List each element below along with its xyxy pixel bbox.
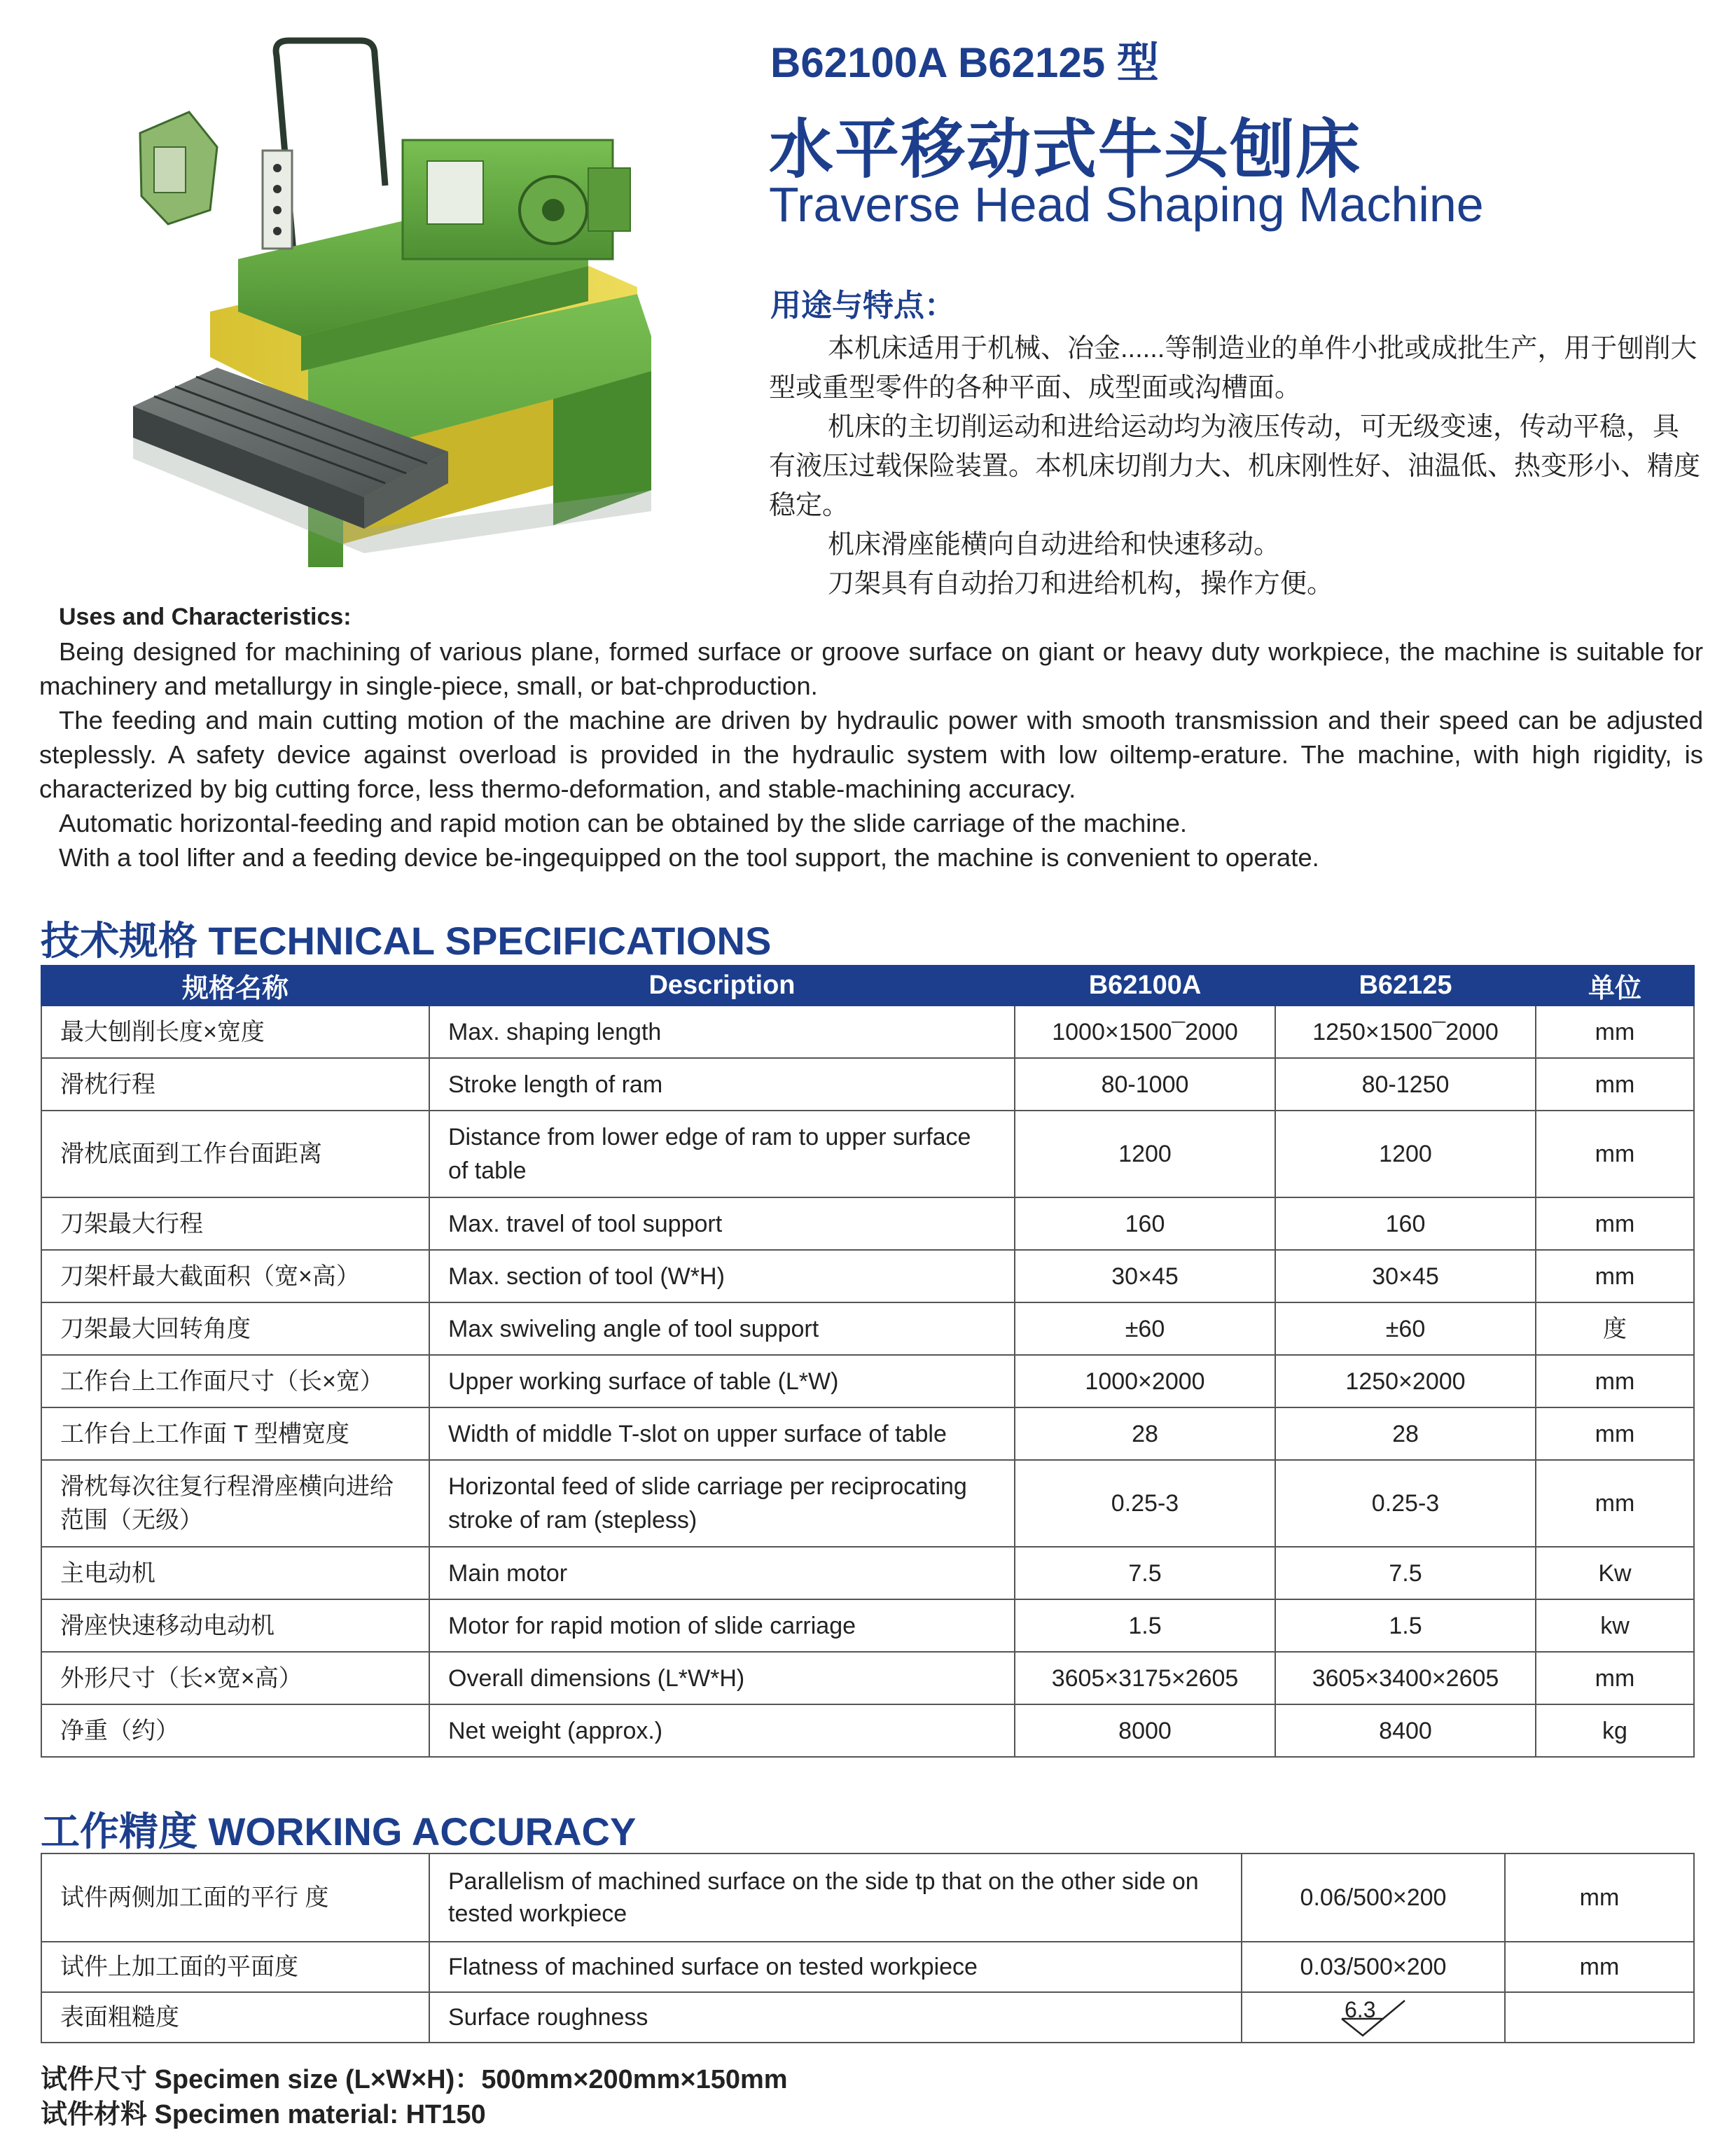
table-row: [41, 1652, 1694, 1704]
spec-unit: mm: [1536, 1058, 1694, 1111]
accuracy-unit: [1505, 1992, 1694, 2043]
model-title: B62100A B62125 型: [770, 39, 1159, 86]
spec-value-b62100a: 7.5: [1015, 1547, 1275, 1599]
spec-description: Max swiveling angle of tool support: [429, 1302, 1015, 1355]
spec-description: Max. shaping length: [429, 1006, 1015, 1058]
spec-value-b62100a: 160: [1015, 1197, 1275, 1250]
table-row: [41, 1058, 1694, 1111]
spec-section-title: 技术规格 TECHNICAL SPECIFICATIONS: [41, 919, 772, 963]
spec-name-cn: 刀架杆最大截面积（宽×高）: [41, 1250, 429, 1302]
spec-unit: mm: [1536, 1250, 1694, 1302]
spec-unit: Kw: [1536, 1547, 1694, 1599]
spec-value-b62100a: 8000: [1015, 1704, 1275, 1757]
features-en-paragraph: With a tool lifter and a feeding device be-ingequipped on the tool support, the machine is convenient to operate.: [59, 843, 1319, 872]
spec-description: Width of middle T-slot on upper surface of table: [429, 1407, 1015, 1460]
table-row: [41, 1111, 1694, 1197]
accuracy-name-cn: 试件上加工面的平面度: [41, 1942, 429, 1992]
spec-header-row: [41, 966, 1694, 1006]
spec-description: Distance from lower edge of ram to upper surface of table: [429, 1111, 1015, 1197]
accuracy-value: 0.06/500×200: [1242, 1854, 1505, 1942]
spec-value-b62100a: 28: [1015, 1407, 1275, 1460]
features-cn-paragraph: 机床的主切削运动和进给运动均为液压传动，可无级变速，传动平稳，具有液压过载保险装置。本机床切削力大、机床刚性好、油温低、热变形小、精度稳定。: [769, 412, 1701, 520]
english-title: Traverse Head Shaping Machine: [769, 177, 1484, 232]
spec-value-b62125: 30×45: [1275, 1250, 1536, 1302]
features-cn-body: [769, 329, 1700, 604]
spec-value-b62125: 1200: [1275, 1111, 1536, 1197]
features-cn-paragraph: 刀架具有自动抬刀和进给机构，操作方便。: [828, 569, 1334, 599]
specimen-size: 试件尺寸 Specimen size (L×W×H)：500mm×200mm×150mm: [41, 2065, 788, 2094]
table-row: [41, 1250, 1694, 1302]
accuracy-unit: mm: [1505, 1942, 1694, 1992]
table-row: [41, 1547, 1694, 1599]
features-en-heading: Uses and Characteristics:: [59, 604, 352, 630]
table-row: [41, 1460, 1694, 1547]
spec-name-cn: 刀架最大行程: [41, 1197, 429, 1250]
spec-value-b62100a: 1.5: [1015, 1599, 1275, 1652]
spec-value-b62100a: ±60: [1015, 1302, 1275, 1355]
spec-value-b62125: 3605×3400×2605: [1275, 1652, 1536, 1704]
accuracy-value-roughness: [1242, 1992, 1505, 2043]
spec-name-cn: 刀架最大回转角度: [41, 1302, 429, 1355]
surface-roughness-symbol-icon: [1335, 1998, 1412, 2037]
spec-description: Max. section of tool (W*H): [429, 1250, 1015, 1302]
spec-description: Motor for rapid motion of slide carriage: [429, 1599, 1015, 1652]
roughness-value: 6.3: [1345, 1997, 1376, 2022]
spec-value-b62125: 160: [1275, 1197, 1536, 1250]
accuracy-name-cn: 试件两侧加工面的平行 度: [41, 1854, 429, 1942]
accuracy-description: Surface roughness: [429, 1992, 1242, 2043]
chinese-title: 水平移动式牛头刨床: [769, 114, 1362, 186]
specimen-material: 试件材料 Specimen material: HT150: [41, 2100, 486, 2129]
col-header-description: Description: [429, 966, 1015, 1006]
table-row: [41, 1704, 1694, 1757]
features-cn-paragraph: 本机床适用于机械、冶金......等制造业的单件小批或成批生产，用于刨削大型或重型零件的各种平面、成型面或沟槽面。: [769, 334, 1697, 403]
spec-name-cn: 滑枕每次往复行程滑座横向进给范围（无级）: [41, 1460, 429, 1547]
spec-name-cn: 滑座快速移动电动机: [41, 1599, 429, 1652]
spec-unit: mm: [1536, 1355, 1694, 1407]
spec-value-b62125: 28: [1275, 1407, 1536, 1460]
spec-unit: mm: [1536, 1111, 1694, 1197]
spec-description: Net weight (approx.): [429, 1704, 1015, 1757]
spec-name-cn: 滑枕行程: [41, 1058, 429, 1111]
accuracy-table: [41, 1853, 1695, 2043]
col-header-unit: 单位: [1536, 966, 1694, 1006]
spec-value-b62100a: 1000×2000: [1015, 1355, 1275, 1407]
spec-value-b62100a: 1000×1500¯2000: [1015, 1006, 1275, 1058]
features-en-paragraph: Automatic horizontal-feeding and rapid motion can be obtained by the slide carriage of the machine.: [59, 809, 1188, 837]
spec-value-b62125: 0.25-3: [1275, 1460, 1536, 1547]
spec-name-cn: 主电动机: [41, 1547, 429, 1599]
table-row: [41, 1197, 1694, 1250]
spec-value-b62100a: 1200: [1015, 1111, 1275, 1197]
table-row: [41, 1854, 1694, 1942]
features-en-paragraph: The feeding and main cutting motion of the machine are driven by hydraulic power with smooth transmission and their speed can be adjusted steplessly. A safety device against overload is provided in the hydraulic system with low oiltemp-erature. The machine, with high rigidity, is characterized by big cutting force, less thermo-deformation, and stable-machining accuracy.: [39, 706, 1703, 803]
spec-value-b62100a: 0.25-3: [1015, 1460, 1275, 1547]
spec-name-cn: 外形尺寸（长×宽×高）: [41, 1652, 429, 1704]
spec-description: Overall dimensions (L*W*H): [429, 1652, 1015, 1704]
spec-unit: mm: [1536, 1197, 1694, 1250]
spec-value-b62100a: 30×45: [1015, 1250, 1275, 1302]
col-header-b62100a: B62100A: [1015, 966, 1275, 1006]
spec-value-b62100a: 80-1000: [1015, 1058, 1275, 1111]
accuracy-section-title: 工作精度 WORKING ACCURACY: [41, 1809, 637, 1854]
table-row: [41, 1599, 1694, 1652]
machine-photo: [133, 35, 693, 588]
col-header-name-cn: 规格名称: [41, 966, 429, 1006]
spec-unit: 度: [1536, 1302, 1694, 1355]
features-en-paragraph: Being designed for machining of various plane, formed surface or groove surface on giant or heavy duty workpiece, the machine is suitable for machinery and metallurgy in single-piece, small, or bat-chproduction.: [39, 637, 1703, 700]
spec-value-b62125: 80-1250: [1275, 1058, 1536, 1111]
spec-name-cn: 净重（约）: [41, 1704, 429, 1757]
accuracy-value: 0.03/500×200: [1242, 1942, 1505, 1992]
spec-description: Upper working surface of table (L*W): [429, 1355, 1015, 1407]
spec-value-b62125: 1250×2000: [1275, 1355, 1536, 1407]
features-en-body: [39, 634, 1703, 875]
spec-description: Horizontal feed of slide carriage per reciprocating stroke of ram (stepless): [429, 1460, 1015, 1547]
table-row: [41, 1355, 1694, 1407]
spec-value-b62125: ±60: [1275, 1302, 1536, 1355]
accuracy-description: Flatness of machined surface on tested workpiece: [429, 1942, 1242, 1992]
col-header-b62125: B62125: [1275, 966, 1536, 1006]
spec-table: [41, 965, 1695, 1758]
spec-description: Main motor: [429, 1547, 1015, 1599]
spec-unit: mm: [1536, 1460, 1694, 1547]
table-row: [41, 1407, 1694, 1460]
spec-description: Max. travel of tool support: [429, 1197, 1015, 1250]
spec-name-cn: 工作台上工作面 T 型槽宽度: [41, 1407, 429, 1460]
spec-unit: kw: [1536, 1599, 1694, 1652]
table-row: [41, 1942, 1694, 1992]
table-row: [41, 1992, 1694, 2043]
spec-unit: mm: [1536, 1006, 1694, 1058]
spec-name-cn: 工作台上工作面尺寸（长×宽）: [41, 1355, 429, 1407]
spec-description: Stroke length of ram: [429, 1058, 1015, 1111]
spec-value-b62125: 1250×1500¯2000: [1275, 1006, 1536, 1058]
features-cn-paragraph: 机床滑座能横向自动进给和快速移动。: [828, 530, 1281, 559]
spec-name-cn: 最大刨削长度×宽度: [41, 1006, 429, 1058]
features-cn-heading: 用途与特点：: [770, 288, 955, 323]
table-row: [41, 1302, 1694, 1355]
spec-unit: mm: [1536, 1407, 1694, 1460]
spec-name-cn: 滑枕底面到工作台面距离: [41, 1111, 429, 1197]
spec-value-b62125: 7.5: [1275, 1547, 1536, 1599]
accuracy-description: Parallelism of machined surface on the side tp that on the other side on tested workpiece: [429, 1854, 1242, 1942]
spec-value-b62100a: 3605×3175×2605: [1015, 1652, 1275, 1704]
accuracy-name-cn: 表面粗糙度: [41, 1992, 429, 2043]
accuracy-unit: mm: [1505, 1854, 1694, 1942]
spec-unit: mm: [1536, 1652, 1694, 1704]
spec-unit: kg: [1536, 1704, 1694, 1757]
spec-value-b62125: 8400: [1275, 1704, 1536, 1757]
table-row: [41, 1006, 1694, 1058]
spec-value-b62125: 1.5: [1275, 1599, 1536, 1652]
